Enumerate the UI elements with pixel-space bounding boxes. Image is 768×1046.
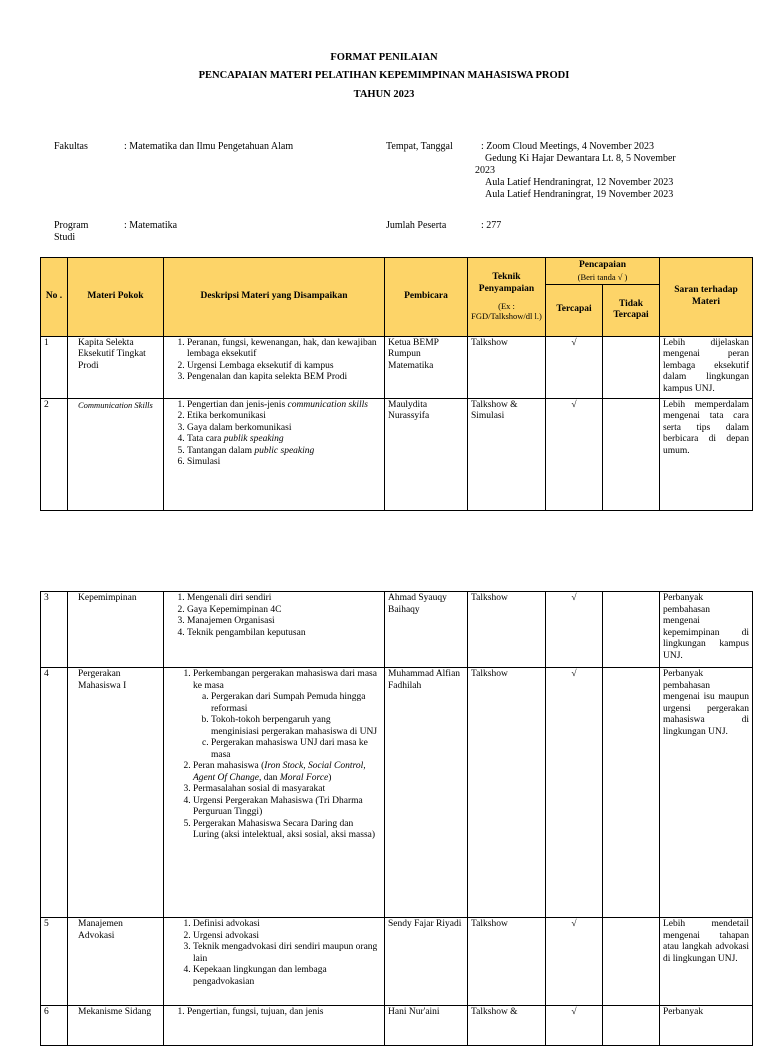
pembicara-cell: Maulydita Nurassyifa [385, 398, 468, 510]
row-number: 1 [41, 336, 68, 398]
list-item: 6. Simulasi [187, 457, 381, 469]
col-tidak-header: Tidak Tercapai [603, 284, 660, 336]
col-tercapai-header: Tercapai [546, 284, 603, 336]
saran-cell: Lebih dijelaskan mengenai peran lembaga eksekutif dalam lingkungan kampus UNJ. [660, 336, 753, 398]
row-number: 6 [41, 1006, 68, 1046]
assessment-table-part2 [40, 591, 753, 1046]
list-item: 3. Teknik mengadvokasi diri sendiri maupun orang lain [193, 942, 381, 965]
deskripsi-cell [164, 592, 385, 668]
row-number: 2 [41, 398, 68, 510]
saran-cell: Perbanyak pembahasan mengenai isu maupun urgensi pergerakan mahasiswa di lingkungan UNJ. [660, 668, 753, 918]
tempat-line: : Zoom Cloud Meetings, 4 November 2023 [481, 141, 655, 152]
row-number: 5 [41, 918, 68, 1006]
tidak-tercapai-cell [603, 336, 660, 398]
teknik-cell: Talkshow [468, 592, 546, 668]
pembicara-cell: Muhammad Alfian Fadhilah [385, 668, 468, 918]
pembicara-cell: Ahmad Syauqy Baihaqy [385, 592, 468, 668]
list-subitem: c. Pergerakan mahasiswa UNJ dari masa ke masa [211, 738, 381, 761]
list-item: 3. Pengenalan dan kapita selekta BEM Prodi [187, 372, 381, 384]
teknik-cell: Talkshow & [468, 1006, 546, 1046]
tempat-line: Aula Latief Hendraningrat, 19 November 2023 [485, 189, 674, 200]
list-subitem: b. Tokoh-tokoh berpengaruh yang menginisiasi pergerakan mahasiswa di UNJ [211, 715, 381, 738]
list-item: 3. Manajemen Organisasi [187, 616, 381, 628]
list-item [193, 669, 381, 761]
teknik-cell: Talkshow [468, 668, 546, 918]
table-row [41, 592, 753, 668]
teknik-subtitle: (Ex : FGD/Talkshow/dl l.) [471, 301, 542, 322]
deskripsi-cell [164, 336, 385, 398]
tercapai-check: √ [546, 918, 603, 1006]
list-subitem: a. Pergerakan dari Sumpah Pemuda hingga reformasi [211, 692, 381, 715]
table-row [41, 398, 753, 510]
col-teknik-header [468, 258, 546, 337]
saran-cell: Lebih mendetail mengenai tahapan atau langkah advokasi di lingkungan UNJ. [660, 918, 753, 1006]
list-item: 1. Mengenali diri sendiri [187, 593, 381, 605]
tempat-line: Gedung Ki Hajar Dewantara Lt. 8, 5 November [485, 153, 676, 164]
materi-cell: Mekanisme Sidang [68, 1006, 164, 1046]
list-item: 5. Tantangan dalam public speaking [187, 446, 381, 458]
table-row [41, 336, 753, 398]
list-item: 2. Urgensi Lembaga eksekutif di kampus [187, 361, 381, 373]
materi-cell: Manajemen Advokasi [68, 918, 164, 1006]
tercapai-check: √ [546, 336, 603, 398]
tercapai-check: √ [546, 592, 603, 668]
pencapaian-subtitle: (Beri tanda √ ) [577, 271, 628, 282]
list-item: 4. Urgensi Pergerakan Mahasiswa (Tri Dharma Perguruan Tinggi) [193, 796, 381, 819]
peserta-value: : 277 [481, 220, 502, 231]
list-item: 5. Pergerakan Mahasiswa Secara Daring dan Luring (aksi intelektual, aksi sosial, aksi massa) [193, 819, 381, 842]
list-item: 1. Pengertian dan jenis-jenis communication skills [187, 400, 381, 412]
materi-cell: Kapita Selekta Eksekutif Tingkat Prodi [68, 336, 164, 398]
row-number: 4 [41, 668, 68, 918]
saran-cell: Perbanyak pembahasan mengenai kepemimpinan di lingkungan kampus UNJ. [660, 592, 753, 668]
teknik-cell: Talkshow [468, 918, 546, 1006]
list-item: 1. Peranan, fungsi, kewenangan, hak, dan kewajiban lembaga eksekutif [187, 338, 381, 361]
tercapai-check: √ [546, 398, 603, 510]
pembicara-cell: Ketua BEMP Rumpun Matematika [385, 336, 468, 398]
document-year: TAHUN 2023 [353, 89, 415, 100]
deskripsi-cell [164, 1006, 385, 1046]
saran-cell: Lebih memperdalam mengenai tata cara serta tips dalam berbicara di depan umum. [660, 398, 753, 510]
tempat-label: Tempat, Tanggal [386, 141, 453, 152]
table-row [41, 668, 753, 918]
materi-cell: Communication Skills [68, 398, 164, 510]
peserta-label: Jumlah Peserta [386, 220, 447, 231]
list-item-italic: Moral Force [279, 772, 329, 783]
teknik-cell: Talkshow & Simulasi [468, 398, 546, 510]
list-item: 4. Kepekaan lingkungan dan lembaga pengadvokasian [193, 965, 381, 988]
deskripsi-cell [164, 668, 385, 918]
prodi-value: : Matematika [124, 220, 178, 231]
list-item-text: ) [328, 772, 332, 783]
col-pencapaian-header [546, 258, 660, 285]
tempat-line: Aula Latief Hendraningrat, 12 November 2023 [485, 177, 674, 188]
col-saran-header: Saran terhadap Materi [660, 258, 753, 337]
tidak-tercapai-cell [603, 668, 660, 918]
col-pembicara-header: Pembicara [385, 258, 468, 337]
list-item: 3. Gaya dalam berkomunikasi [187, 423, 381, 435]
list-item-text: Perkembangan pergerakan mahasiswa dari masa ke masa [193, 669, 377, 691]
prodi-label: Program Studi [54, 220, 89, 243]
list-item: 4. Teknik pengambilan keputusan [187, 628, 381, 640]
list-item: 2. Etika berkomunikasi [187, 411, 381, 423]
list-item: 1. Definisi advokasi [193, 919, 381, 931]
materi-cell: Kepemimpinan [68, 592, 164, 668]
teknik-cell: Talkshow [468, 336, 546, 398]
document-title: FORMAT PENILAIAN [330, 52, 438, 63]
saran-cell: Perbanyak [660, 1006, 753, 1046]
deskripsi-cell [164, 398, 385, 510]
list-item-italic: Iron Stock, Social Control, Agent Of Change, [193, 761, 366, 783]
tidak-tercapai-cell [603, 592, 660, 668]
tercapai-check: √ [546, 668, 603, 918]
table-row [41, 1006, 753, 1046]
list-item: 2. Urgensi advokasi [193, 931, 381, 943]
list-item-text: dan [261, 772, 280, 783]
table-row [41, 918, 753, 1006]
fakultas-label: Fakultas [54, 141, 88, 152]
list-item: 1. Pengertian, fungsi, tujuan, dan jenis [187, 1007, 381, 1019]
col-deskripsi-header: Deskripsi Materi yang Disampaikan [164, 258, 385, 337]
list-item: 2. Gaya Kepemimpinan 4C [187, 605, 381, 617]
deskripsi-cell [164, 918, 385, 1006]
col-materi-header: Materi Pokok [68, 258, 164, 337]
fakultas-value: : Matematika dan Ilmu Pengetahuan Alam [124, 141, 294, 152]
list-item: 4. Tata cara publik speaking [187, 434, 381, 446]
tempat-line: 2023 [475, 165, 495, 176]
tidak-tercapai-cell [603, 918, 660, 1006]
teknik-title: Teknik Penyampaian [478, 272, 535, 294]
tempat-value [475, 141, 721, 201]
list-item [193, 761, 381, 784]
pembicara-cell: Sendy Fajar Riyadi [385, 918, 468, 1006]
tidak-tercapai-cell [603, 398, 660, 510]
pencapaian-title: Pencapaian [579, 260, 626, 270]
list-item: 3. Permasalahan sosial di masyarakat [193, 784, 381, 796]
tercapai-check: √ [546, 1006, 603, 1046]
row-number: 3 [41, 592, 68, 668]
pembicara-cell: Hani Nur'aini [385, 1006, 468, 1046]
tidak-tercapai-cell [603, 1006, 660, 1046]
materi-cell: Pergerakan Mahasiswa I [68, 668, 164, 918]
col-no-header: No . [41, 258, 68, 337]
assessment-table-part1 [40, 257, 753, 511]
document-subtitle: PENCAPAIAN MATERI PELATIHAN KEPEMIMPINAN MAHASISWA PRODI [198, 70, 570, 81]
list-item-text: Peran mahasiswa ( [193, 761, 265, 771]
